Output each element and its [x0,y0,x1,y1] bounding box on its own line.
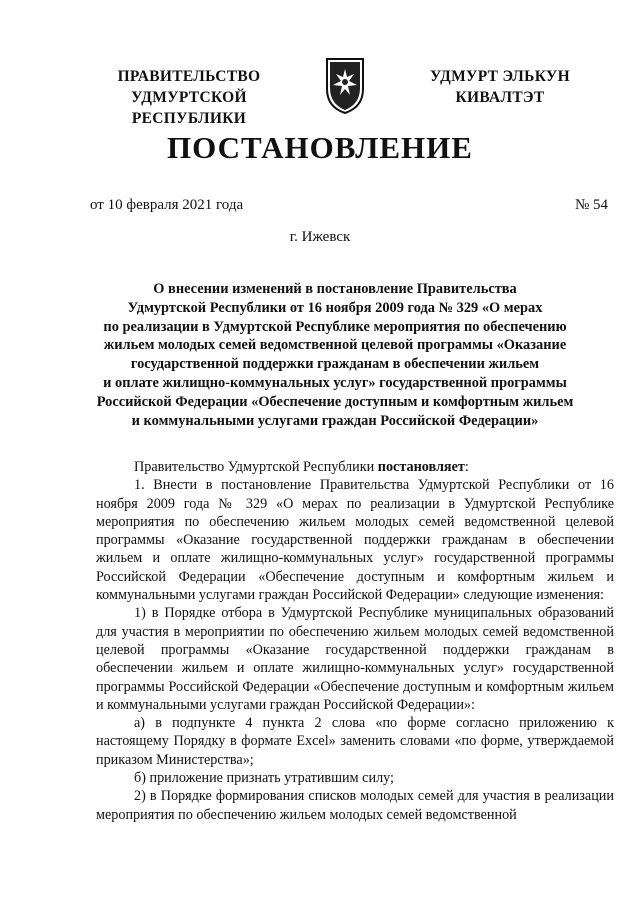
subject-line: государственной поддержки гражданам в обеспечении жильем [130,356,540,373]
subject-line: по реализации в Удмуртской Республике мероприятия по обеспечению [103,318,567,335]
government-name-line1: ПРАВИТЕЛЬСТВО [117,68,261,85]
document-subject [70,280,600,430]
government-name-udmurt-line2: КИВАЛТЭТ [455,89,545,106]
government-name-russian [82,66,296,129]
intro-keyword: постановляет [377,459,465,475]
subject-line: Удмуртской Республики от 16 ноября 2009 года № 329 «О мерах [127,299,543,316]
document-body [96,458,614,824]
subject-line: О внесении изменений в постановление Правительства [153,281,517,297]
body-paragraph: 2) в Порядке формирования списков молодых семей для участия в реализации мероприятия по обеспечению жильем молодых семей ведомственной [96,788,614,823]
resolution-intro [96,458,614,476]
government-name-udmurt [412,66,588,108]
body-paragraph: б) приложение признать утратившим силу; [134,770,394,787]
body-paragraph: 1) в Порядке отбора в Удмуртской Республике муниципальных образований для участия в мероприятии по обеспечению жильем молодых семей ведомственной целевой программы «Оказание государственной поддержки гражданам в обеспечении жильем и оплате жилищно-коммунальных услуг» государственной программы Российской Федерации «Обеспечение доступным и комфортным жильем и коммунальными услугами граждан Российской Федерации»: [96,605,614,713]
udmurt-coat-of-arms-icon [324,55,366,115]
document-city: г. Ижевск [289,229,351,245]
government-name-line2: УДМУРТСКОЙ РЕСПУБЛИКИ [131,89,247,127]
body-paragraph: 1. Внести в постановление Правительства Удмуртской Республики от 16 ноября 2009 года № 329 «О мерах по реализации в Удмуртской Республике мероприятия по обеспечению жильем молодых семей ведомственной целевой программы «Оказание государственной поддержки гражданам в обеспечении жильем и оплате жилищно-коммунальных услуг» государственной программы Российской Федерации «Обеспечение доступным и комфортным жильем и коммунальными услугами граждан Российской Федерации» следующие изменения: [96,477,614,604]
subject-line: и оплате жилищно-коммунальных услуг» государственной программы [103,374,567,391]
government-name-udmurt-line1: УДМУРТ ЭЛЬКУН [430,68,570,85]
subject-line: жильем молодых семей ведомственной целевой программы «Оказание [103,337,567,354]
document-title: ПОСТАНОВЛЕНИЕ [167,130,473,165]
intro-prefix: Правительство Удмуртской Республики [134,459,378,475]
body-paragraph: а) в подпункте 4 пункта 2 слова «по форме согласно приложению к настоящему Порядку в формате Excel» заменить словами «по форме, утверждаемой приказом Министерства»; [96,715,614,768]
subject-line: Российской Федерации «Обеспечение доступным и комфортным жильем [96,393,574,410]
document-date: от 10 февраля 2021 года [90,197,244,213]
subject-line: и коммунальными услугами граждан Российской Федерации» [131,412,539,429]
intro-suffix: : [464,459,469,475]
document-number: № 54 [574,197,608,213]
